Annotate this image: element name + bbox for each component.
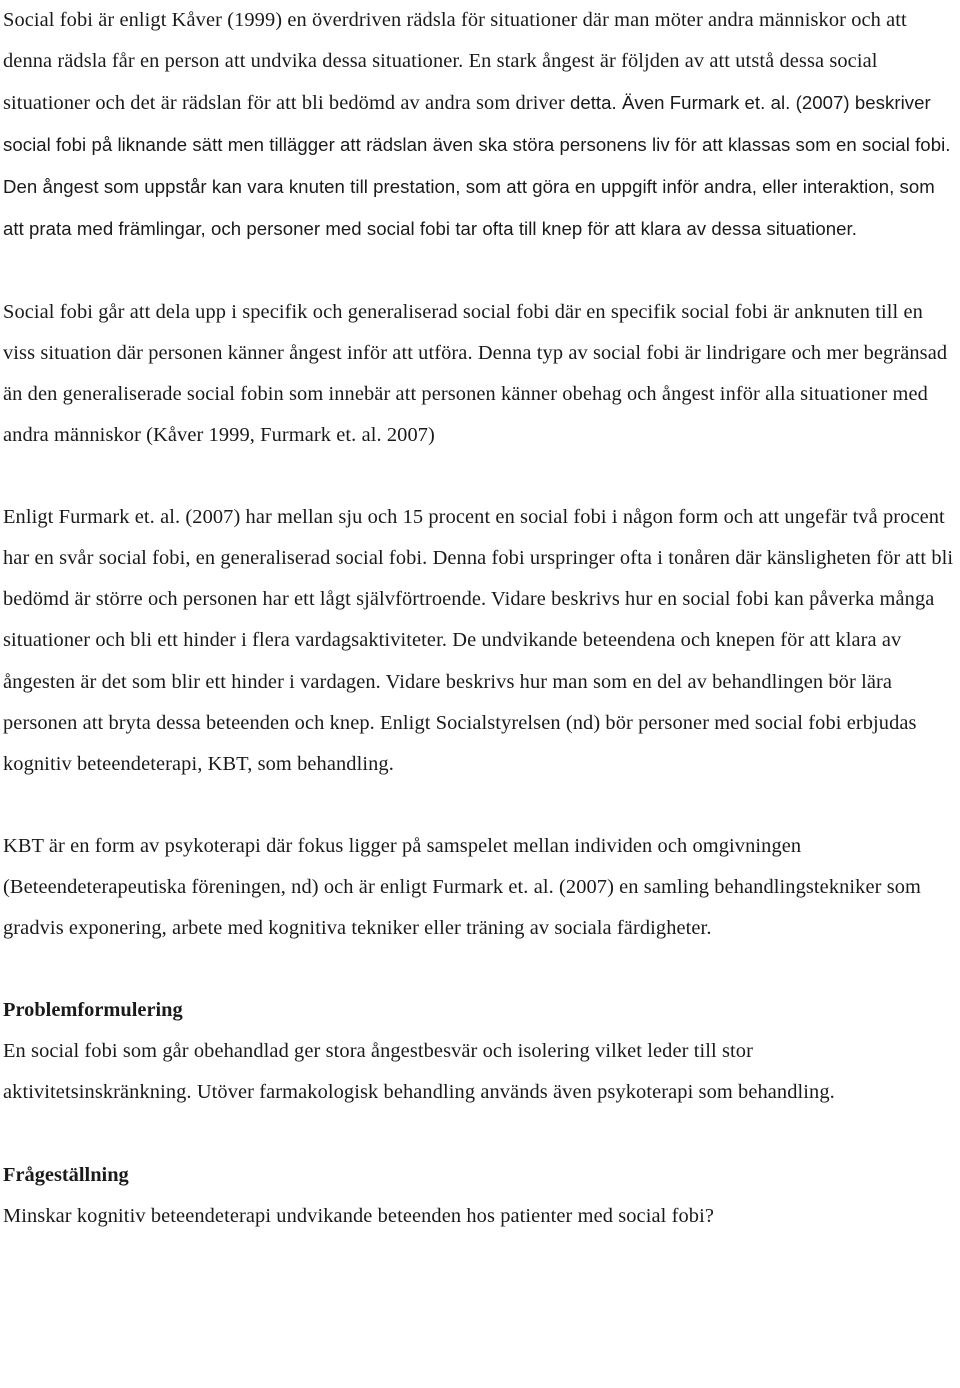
paragraph-intro <box>3 0 958 251</box>
section-heading-problemformulering: Problemformulering <box>3 999 183 1022</box>
paragraph-gap <box>3 949 958 990</box>
paragraph-gap <box>3 785 958 826</box>
document-page <box>3 0 958 1237</box>
paragraph-gap <box>3 251 958 292</box>
section-text-problemformulering: En social fobi som går obehandlad ger stora ångestbesvär och isolering vilket leder till stor aktivitetsinskränkning. Utöver farmakologisk behandling används även psykoterapi som behandling. <box>3 1040 835 1104</box>
section-heading-fragestallning: Frågeställning <box>3 1163 129 1186</box>
paragraph-intro-part2: detta. Även Furmark et. al. (2007) beskriver social fobi på liknande sätt men tillägger att rädslan även ska störa personens liv för att klassas som en social fobi. Den ångest som uppstår kan vara knuten till prestation, som att göra en uppgift inför andra, eller interaktion, som att prata med främlingar, och personer med social fobi tar ofta till knep för att klara av dessa situationer. <box>3 92 951 240</box>
paragraph-gap <box>3 456 958 497</box>
paragraph-prevalence: Enligt Furmark et. al. (2007) har mellan sju och 15 procent en social fobi i någon form och att ungefär två procent har en svår social fobi, en generaliserad social fobi. Denna fobi urspringer ofta i tonåren där känsligheten för att bli bedömd är större och personen har ett lågt självförtroende. Vidare beskrivs hur en social fobi kan påverka många situationer och bli ett hinder i flera vardagsaktiviteter. De undvikande beteendena och knepen för att klara av ångesten är det som blir ett hinder i vardagen. Vidare beskrivs hur man som en del av behandlingen bör lära personen att bryta dessa beteenden och knep. Enligt Socialstyrelsen (nd) bör personer med social fobi erbjudas kognitiv beteendeterapi, KBT, som behandling. <box>3 506 954 775</box>
paragraph-types: Social fobi går att dela upp i specifik och generaliserad social fobi där en specifik social fobi är anknuten till en viss situation där personen känner ångest inför att utföra. Denna typ av social fobi är lindrigare och mer begränsad än den generaliserade social fobin som innebär att personen känner obehag och ångest inför alla situationer med andra människor (Kåver 1999, Furmark et. al. 2007) <box>3 300 948 446</box>
paragraph-gap <box>3 1114 958 1155</box>
section-text-fragestallning: Minskar kognitiv beteendeterapi undvikande beteenden hos patienter med social fobi? <box>3 1204 714 1227</box>
paragraph-kbt: KBT är en form av psykoterapi där fokus ligger på samspelet mellan individen och omgivningen (Beteendeterapeutiska föreningen, nd) och är enligt Furmark et. al. (2007) en samling behandlingstekniker som gradvis exponering, arbete med kognitiva tekniker eller träning av sociala färdigheter. <box>3 834 922 940</box>
paragraph-intro-part1: Social fobi är enligt Kåver (1999) en överdriven rädsla för situationer där man möter andra människor och att denna rädsla får en person att undvika dessa situationer. En stark ångest är följden av att utstå dessa social situationer och det är rädslan för att bli bedömd av andra som driver <box>3 9 907 115</box>
